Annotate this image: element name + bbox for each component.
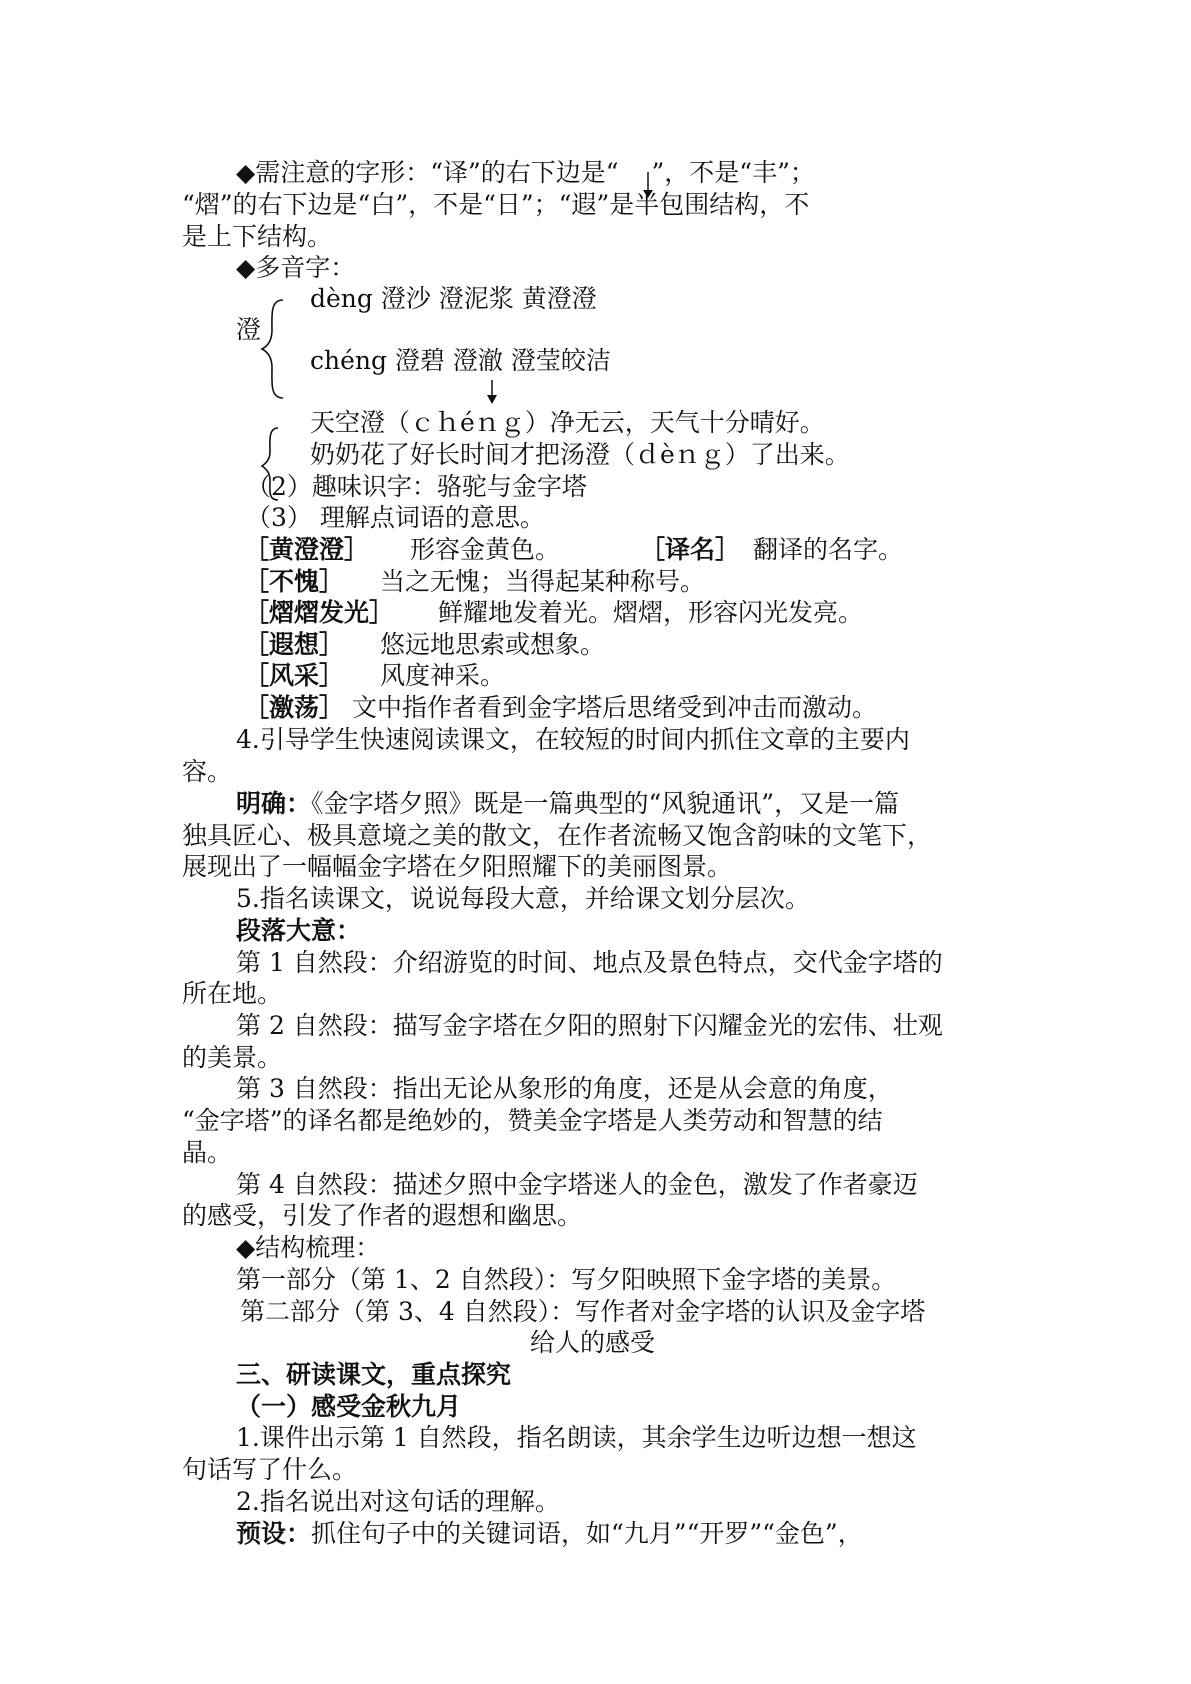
mingque-line-1 xyxy=(236,789,899,819)
term-bukui: ［不愧］ xyxy=(244,567,345,596)
term-jidang: ［激荡］ xyxy=(244,693,345,722)
def-huangchengcheng: 形容金黄色。 xyxy=(410,535,561,564)
summary-3-line-1: 第 3 自然段：指出无论从象形的角度，还是从会意的角度， xyxy=(236,1074,893,1103)
question-1-line-2: 句话写了什么。 xyxy=(182,1455,358,1484)
term-fengcai: ［风采］ xyxy=(244,661,345,690)
term-xiaxiang: ［遐想］ xyxy=(244,630,345,659)
mingque-line-2: 独具匠心、极具意境之美的散文，在作者流畅又饱含韵味的文笔下， xyxy=(182,821,933,850)
def-xiaxiang: 悠远地思索或想象。 xyxy=(380,630,606,659)
step-4-line-1: 4.引导学生快速阅读课文，在较短的时间内抓住文章的主要内 xyxy=(236,725,910,754)
summary-2-line-1: 第 2 自然段：描写金字塔在夕阳的照射下闪耀金光的宏伟、壮观 xyxy=(236,1011,943,1040)
note-line-3: 是上下结构。 xyxy=(182,222,333,251)
preset-text: 抓住句子中的关键词语，如“九月”“开罗”“金色”， xyxy=(311,1519,863,1548)
def-yiyifaguang: 鲜耀地发着光。熠熠，形容闪光发亮。 xyxy=(438,598,864,627)
term-huangchengcheng: ［黄澄澄］ xyxy=(244,535,370,564)
term-yiming: ［译名］ xyxy=(640,535,741,564)
pinyin-cheng-row: chéng 澄碧 澄澈 澄莹皎洁 xyxy=(310,346,611,375)
summary-1-line-1: 第 1 自然段：介绍游览的时间、地点及景色特点，交代金字塔的 xyxy=(236,948,943,977)
summary-4-line-1: 第 4 自然段：描述夕照中金字塔迷人的金色，激发了作者豪迈 xyxy=(236,1170,918,1199)
question-1-line-1: 1.课件出示第 1 自然段，指名朗读，其余学生边听边想一想这 xyxy=(236,1423,917,1452)
def-fengcai: 风度神采。 xyxy=(380,661,506,690)
section-3-heading: 三、研读课文，重点探究 xyxy=(236,1360,512,1389)
note-line-2: “熠”的右下边是“白”，不是“日”；“遐”是半包围结构，不 xyxy=(182,190,810,219)
mingque-text: 《金字塔夕照》既是一篇典型的“风貌通讯”，又是一篇 xyxy=(311,789,900,818)
preset-line xyxy=(236,1519,863,1549)
summary-3-line-2: “金字塔”的译名都是绝妙的，赞美金字塔是人类劳动和智慧的结 xyxy=(182,1106,883,1135)
arrow-head-middle xyxy=(487,395,497,404)
def-bukui: 当之无愧；当得起某种称号。 xyxy=(380,567,706,596)
structure-heading: ◆结构梳理： xyxy=(236,1233,381,1262)
summary-3-line-3: 晶。 xyxy=(182,1138,233,1167)
summary-4-line-2: 的感受，引发了作者的遐想和幽思。 xyxy=(182,1201,583,1230)
mingque-label: 明确： xyxy=(236,789,312,818)
mingque-line-3: 展现出了一幅幅金字塔在夕阳照耀下的美丽图景。 xyxy=(182,852,733,881)
example-sentence-2: 奶奶花了好长时间才把汤澄（ｄèｎｇ）了出来。 xyxy=(310,440,850,469)
part-2-line-2: 给人的感受 xyxy=(530,1328,656,1357)
subsection-1-heading: （一）感受金秋九月 xyxy=(236,1392,462,1421)
item-2: （2）趣味识字：骆驼与金字塔 xyxy=(246,472,587,501)
part-2-line-1: 第二部分（第 3、4 自然段）：写作者对金字塔的认识及金字塔 xyxy=(240,1297,926,1326)
summary-2-line-2: 的美景。 xyxy=(182,1043,283,1072)
step-4-line-2: 容。 xyxy=(182,757,233,786)
term-yiyifaguang: ［熠熠发光］ xyxy=(244,598,395,627)
item-3: （3） 理解点词语的意思。 xyxy=(246,503,545,532)
brace-duoyin xyxy=(262,300,283,398)
preset-label: 预设： xyxy=(236,1519,312,1548)
paragraph-summary-heading: 段落大意： xyxy=(236,916,362,945)
question-2: 2.指名说出对这句话的理解。 xyxy=(236,1487,560,1516)
step-5: 5.指名读课文，说说每段大意，并给课文划分层次。 xyxy=(236,884,810,913)
pinyin-deng-row: dèng 澄沙 澄泥浆 黄澄澄 xyxy=(310,284,597,313)
summary-1-line-2: 所在地。 xyxy=(182,979,283,1008)
note-line-1: ◆需注意的字形：“译”的右下边是“ ”，不是“丰”； xyxy=(236,158,815,187)
example-sentence-1: 天空澄（ｃｈéｎｇ）净无云，天气十分晴好。 xyxy=(310,408,825,437)
duoyin-heading: ◆多音字： xyxy=(236,253,356,282)
def-yiming: 翻译的名字。 xyxy=(753,535,904,564)
polyphone-char: 澄 xyxy=(236,315,262,344)
part-1: 第一部分（第 1、2 自然段）：写夕阳映照下金字塔的美景。 xyxy=(236,1265,897,1294)
def-jidang: 文中指作者看到金字塔后思绪受到冲击而激动。 xyxy=(352,693,878,722)
